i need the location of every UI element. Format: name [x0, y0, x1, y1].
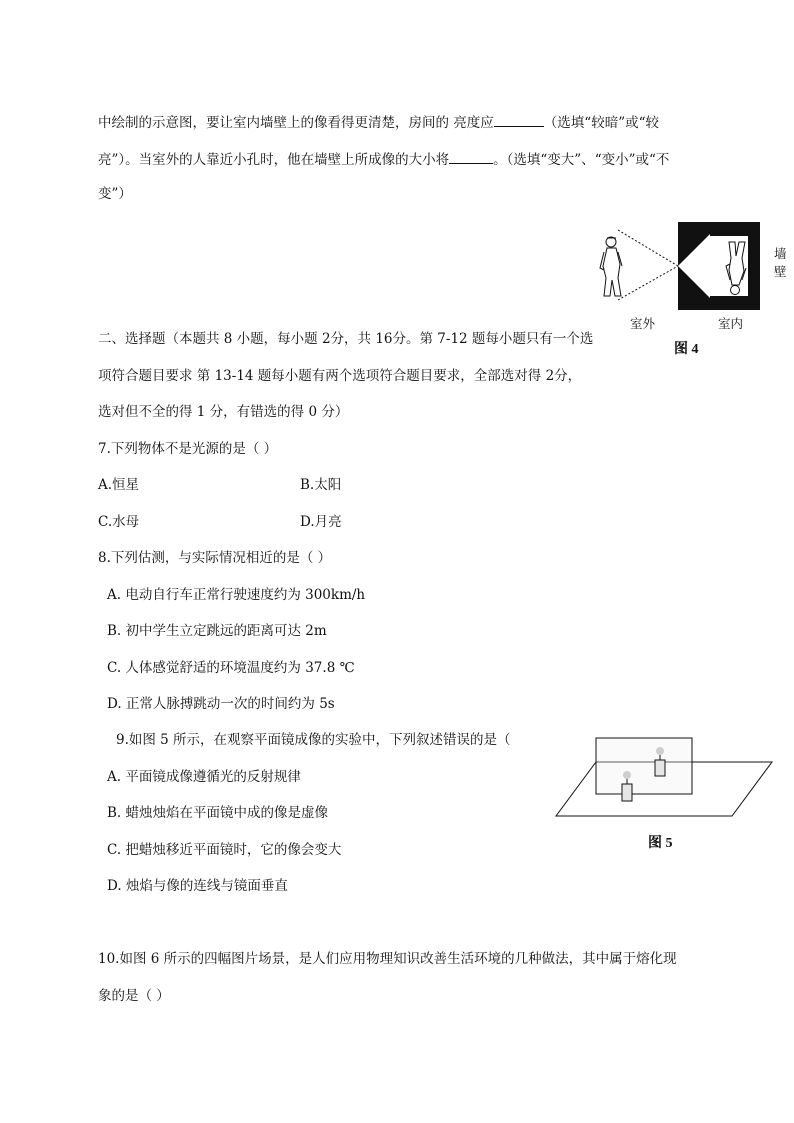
section2-line3: 选对但不全的得 1 分，有错选的得 0 分）: [98, 404, 349, 420]
q6-line2: [98, 149, 669, 169]
plane-mirror-diagram: [554, 732, 774, 822]
section2-line2: 项符合题目要求 第 13-14 题每小题有两个选项符合题目要求，全部选对得 2分，: [98, 368, 582, 384]
ray-top: [618, 230, 678, 266]
q8-option-c[interactable]: C. 人体感觉舒适的环境温度约为 37.8 ℃: [107, 660, 355, 676]
q9-option-a[interactable]: A. 平面镜成像遵循光的反射规律: [107, 769, 301, 785]
candle-image-icon: [655, 747, 665, 776]
dark-room: [678, 222, 760, 310]
q8-option-b[interactable]: B. 初中学生立定跳远的距离可达 2m: [107, 623, 327, 639]
wall-label-2: 壁: [774, 264, 787, 279]
q6-line3: 变”）: [98, 186, 132, 202]
q10-line1: 10.如图 6 所示的四幅图片场景，是人们应用物理知识改善生活环境的几种做法，其中属于熔化现: [98, 951, 677, 967]
q9-option-d[interactable]: D. 烛焰与像的连线与镜面垂直: [107, 878, 288, 894]
inside-label: 室内: [718, 316, 744, 331]
q8-option-d[interactable]: D. 正常人脉搏跳动一次的时间约为 5s: [107, 696, 335, 712]
answer-blank-brightness[interactable]: [494, 112, 544, 127]
q7-option-b[interactable]: B.太阳: [300, 477, 342, 493]
person-outside-icon: [600, 237, 622, 296]
q7-option-a[interactable]: A.恒星: [98, 477, 140, 493]
ray-bottom: [618, 266, 678, 300]
figure-5-caption: 图 5: [648, 836, 673, 851]
figure-4: [590, 218, 790, 338]
figure-5: [554, 732, 774, 822]
q8-stem: 8.下列估测，与实际情况相近的是（ ）: [98, 550, 332, 566]
q6-line1: [98, 112, 659, 132]
q9-option-b[interactable]: B. 蜡烛烛焰在平面镜中成的像是虚像: [107, 805, 329, 821]
q6-line2-text-b: 。（选填“变大”、“变小”或“不: [493, 152, 670, 168]
q7-stem: 7.下列物体不是光源的是（ ）: [98, 441, 278, 457]
figure-4-caption: 图 4: [674, 342, 699, 357]
section2-line1: 二、选择题（本题共 8 小题，每小题 2分，共 16分。第 7-12 题每小题只有一个选: [98, 331, 594, 347]
glass-mirror: [596, 738, 692, 794]
candle-icon: [622, 771, 632, 801]
wall-label-1: 墙: [774, 246, 787, 261]
q9-stem: 9.如图 5 所示，在观察平面镜成像的实验中，下列叙述错误的是（: [116, 732, 511, 748]
q6-line2-text-a: 亮”）。当室外的人靠近小孔时，他在墙壁上所成像的大小将: [98, 152, 450, 168]
q10-line2: 象的是（ ）: [98, 988, 170, 1004]
q7-option-c[interactable]: C.水母: [98, 514, 140, 530]
q6-line1-text-a: 中绘制的示意图，要让室内墙壁上的像看得更清楚，房间的 亮度应: [98, 115, 494, 131]
q9-option-c[interactable]: C. 把蜡烛移近平面镜时，它的像会变大: [107, 842, 342, 858]
outside-label: 室外: [630, 316, 656, 331]
q6-line1-text-b: （选填“较暗”或“较: [543, 115, 660, 131]
q8-option-a[interactable]: A. 电动自行车正常行驶速度约为 300km/h: [107, 587, 366, 603]
pinhole-diagram: [590, 218, 790, 338]
q7-option-d[interactable]: D.月亮: [300, 514, 342, 530]
answer-blank-image-size[interactable]: [449, 149, 493, 164]
